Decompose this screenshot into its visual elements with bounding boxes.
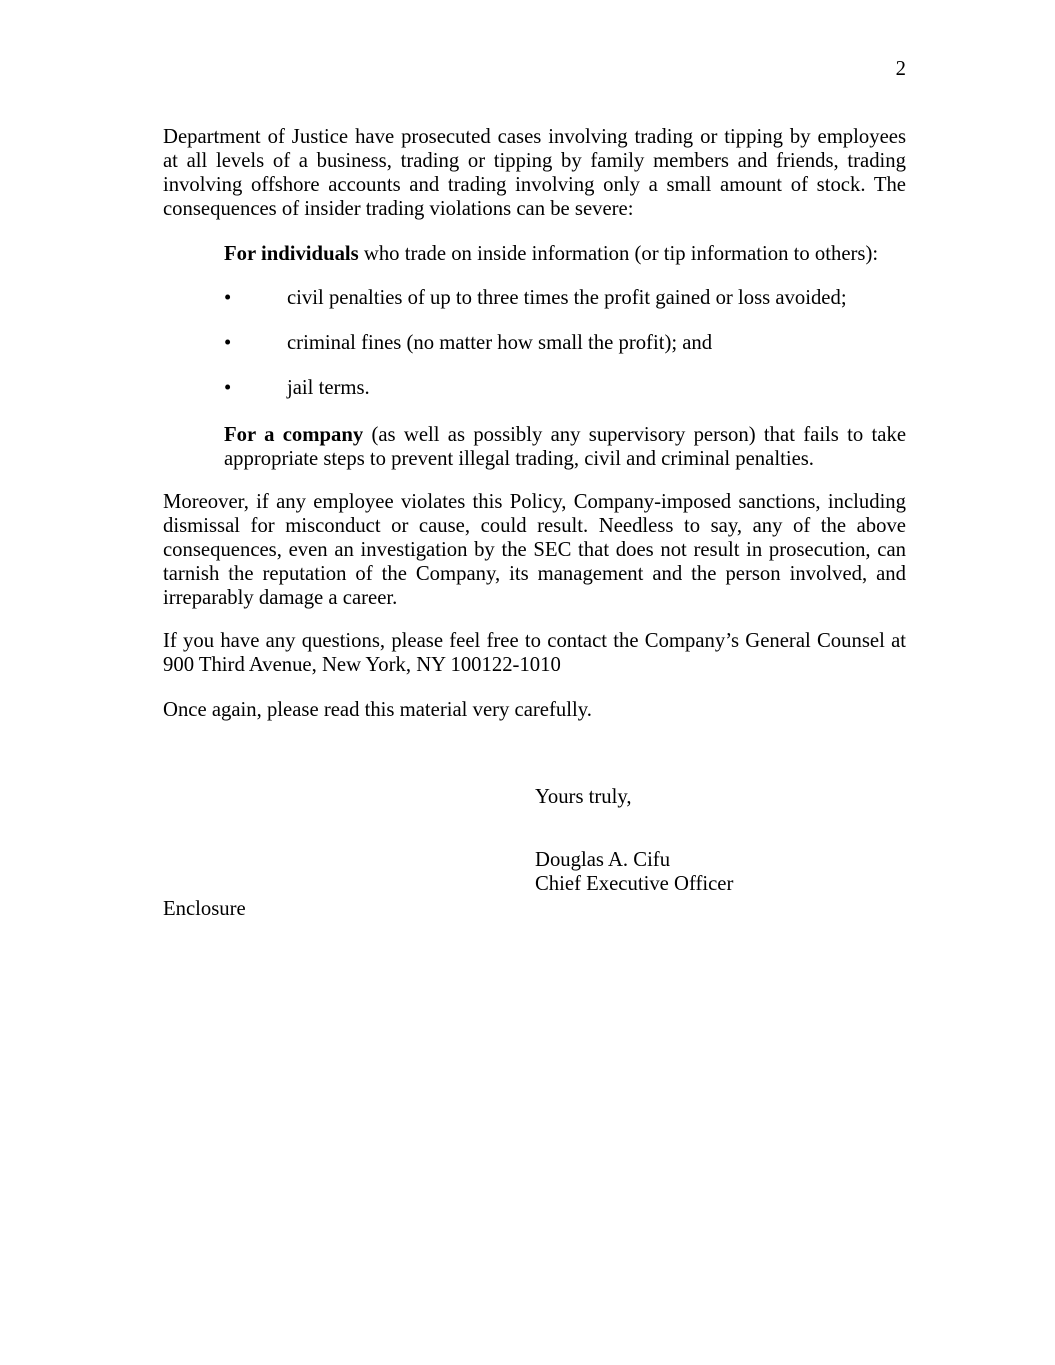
bullet-item-criminal-fines bbox=[224, 331, 906, 355]
bullet-item-jail-terms bbox=[224, 376, 906, 400]
enclosure-note: Enclosure bbox=[163, 898, 246, 920]
paragraph-once-again: Once again, please read this material very carefully. bbox=[163, 699, 592, 721]
paragraph-intro: Department of Justice have prosecuted cases involving trading or tipping by employees at all levels of a business, trading or tipping by family members and friends, trading involving offshore accounts and trading involving only a small amount of stock. The consequences of insider trading violations can be severe: bbox=[163, 126, 906, 220]
for-company-text: (as well as possibly any supervisory person) that fails to take appropriate steps to prevent illegal trading, civil and criminal penalties. bbox=[224, 424, 906, 470]
signer-title: Chief Executive Officer bbox=[535, 873, 734, 895]
for-company-lead: For a company bbox=[224, 424, 364, 446]
page-number: 2 bbox=[895, 58, 906, 80]
paragraph-for-individuals bbox=[224, 242, 906, 266]
signature-block bbox=[535, 848, 906, 896]
signer-name: Douglas A. Cifu bbox=[535, 849, 671, 871]
bullet-icon: • bbox=[224, 332, 232, 354]
bullet-text-criminal-fines: criminal fines (no matter how small the profit); and bbox=[287, 332, 713, 354]
paragraph-questions-contact: If you have any questions, please feel free to contact the Company’s General Counsel at 900 Third Avenue, New York, NY 100122-1010 bbox=[163, 630, 906, 676]
for-individuals-text: who trade on inside information (or tip information to others): bbox=[358, 243, 879, 265]
paragraph-for-company bbox=[224, 423, 906, 471]
for-individuals-lead: For individuals bbox=[224, 243, 359, 265]
signature-closing: Yours truly, bbox=[535, 786, 632, 808]
bullet-icon: • bbox=[224, 287, 232, 309]
paragraph-moreover: Moreover, if any employee violates this Policy, Company-imposed sanctions, including dismissal for misconduct or cause, could result. Needless to say, any of the above consequences, even an investigation by the SEC that does not result in prosecution, can tarnish the reputation of the Company, its management and the person involved, and irreparably damage a career. bbox=[163, 491, 906, 609]
bullet-text-jail-terms: jail terms. bbox=[287, 377, 370, 399]
bullet-text-civil-penalties: civil penalties of up to three times the profit gained or loss avoided; bbox=[287, 287, 847, 309]
bullet-icon: • bbox=[224, 377, 232, 399]
bullet-item-civil-penalties bbox=[224, 286, 906, 310]
